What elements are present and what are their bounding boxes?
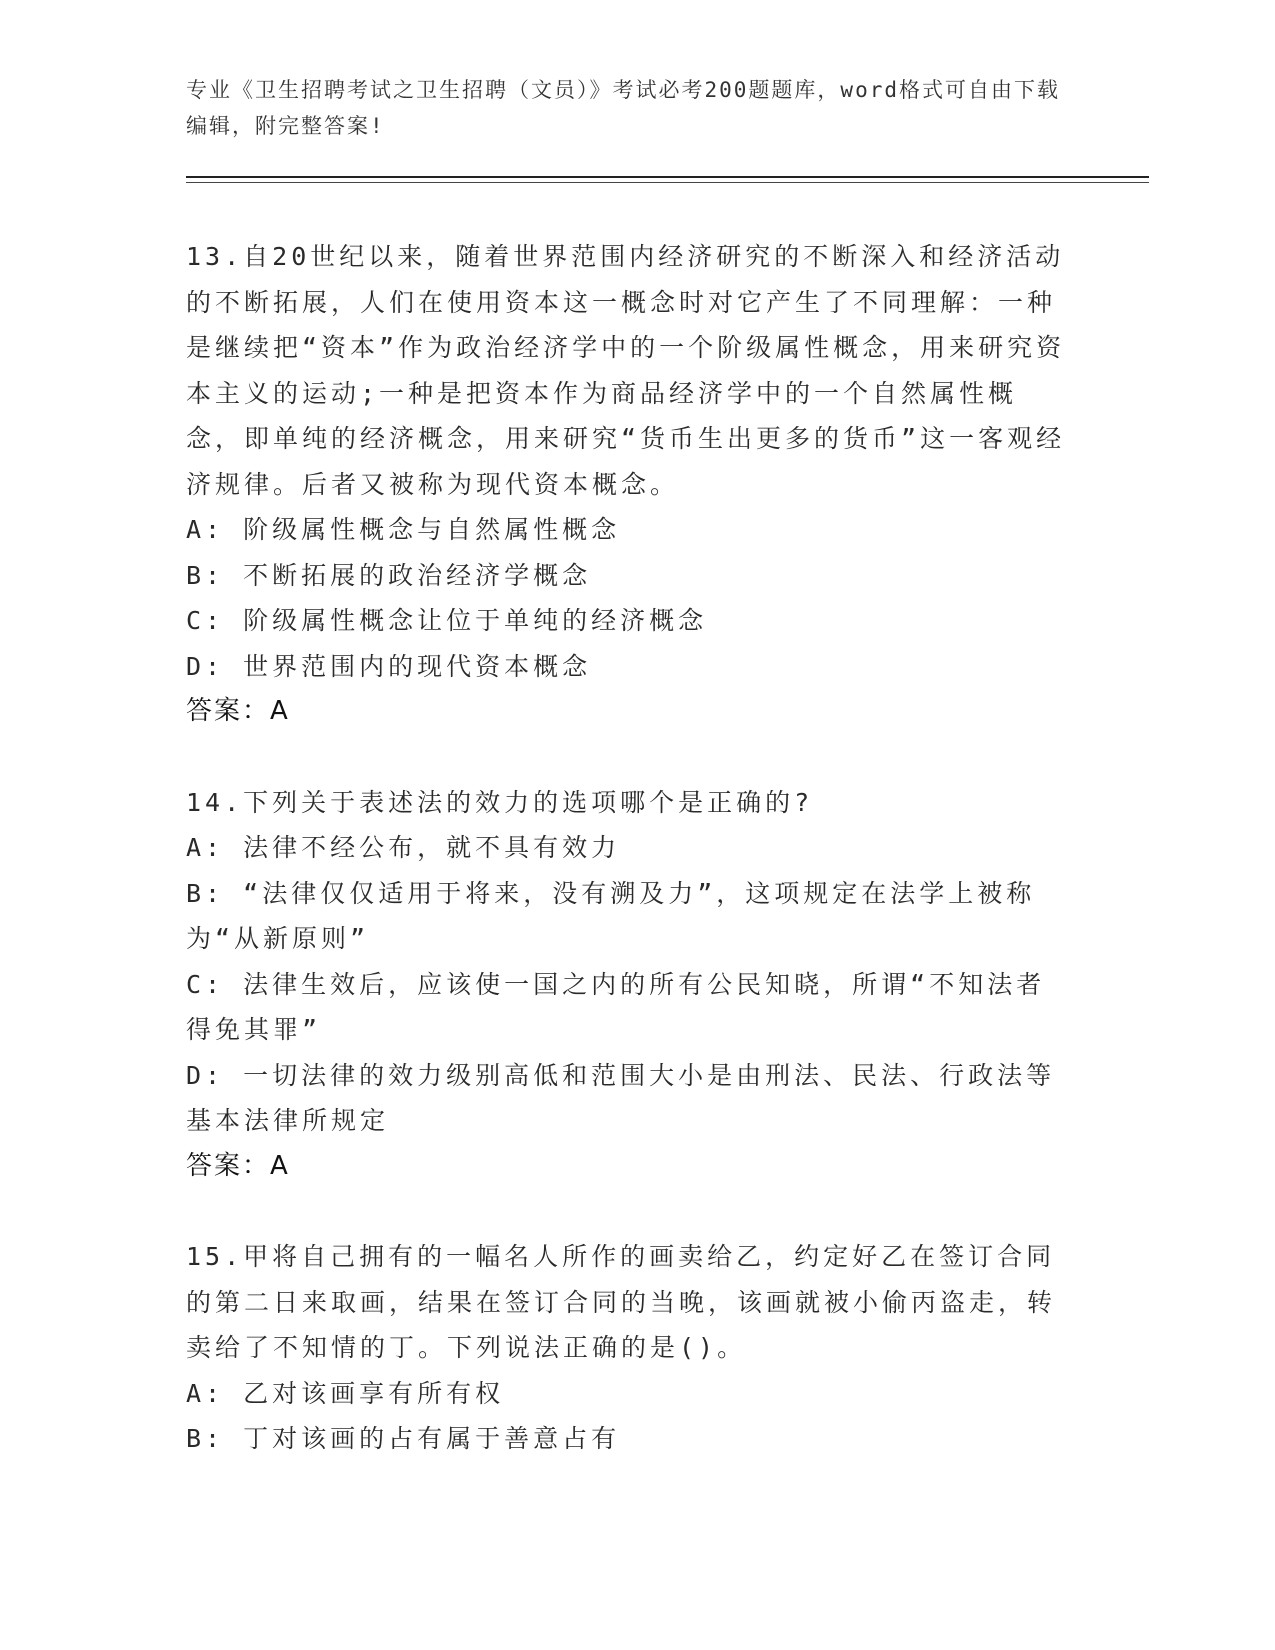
document-header: 专业《卫生招聘考试之卫生招聘（文员）》考试必考200题题库，word格式可自由下载编辑，附完整答案! — [186, 78, 1060, 138]
question-14 — [186, 780, 1066, 1190]
question-13 — [186, 234, 1066, 735]
option-a: A: 乙对该画享有所有权 — [186, 1378, 505, 1408]
option-b: B: 丁对该画的占有属于善意占有 — [186, 1424, 621, 1453]
option-c: C: 法律生效后，应该使一国之内的所有公民知晓，所谓“不知法者得免其罪” — [186, 969, 1046, 1044]
question-list — [186, 234, 1066, 1462]
header-divider — [186, 176, 1149, 178]
option-b: B: “法律仅仅适用于将来，没有溯及力”，这项规定在法学上被称为“从新原则” — [186, 878, 1036, 953]
option-b: B: 不断拓展的政治经济学概念 — [186, 560, 592, 590]
question-stem: 13.自20世纪以来，随着世界范围内经济研究的不断深入和经济活动的不断拓展，人们在使用资本这一概念时对它产生了不同理解：一种是继续把“资本”作为政治经济学中的一个阶级属性概念，用来研究资本主义的运动;一种是把资本作为商品经济学中的一个自然属性概念，即单纯的经济概念，用来研究“货币生出更多的货币”这一客观经济规律。后者又被称为现代资本概念。 — [186, 242, 1066, 499]
answer-text: 答案：A — [186, 1150, 290, 1181]
option-a: A: 法律不经公布，就不具有效力 — [186, 833, 621, 862]
question-gap — [186, 1189, 1066, 1234]
question-15 — [186, 1234, 1066, 1462]
answer-text: 答案：A — [186, 696, 290, 726]
question-gap — [186, 735, 1066, 780]
option-d: D: 世界范围内的现代资本概念 — [186, 651, 592, 681]
option-a: A: 阶级属性概念与自然属性概念 — [186, 515, 621, 544]
option-c: C: 阶级属性概念让位于单纯的经济概念 — [186, 606, 708, 635]
option-d: D: 一切法律的效力级别高低和范围大小是由刑法、民法、行政法等基本法律所规定 — [186, 1060, 1056, 1135]
question-stem: 15.甲将自己拥有的一幅名人所作的画卖给乙，约定好乙在签订合同的第二日来取画，结果在签订合同的当晚，该画就被小偷丙盗走，转卖给了不知情的丁。下列说法正确的是()。 — [186, 1242, 1057, 1362]
question-stem: 14.下列关于表述法的效力的选项哪个是正确的? — [186, 787, 814, 817]
header-divider-thin — [186, 182, 1149, 183]
